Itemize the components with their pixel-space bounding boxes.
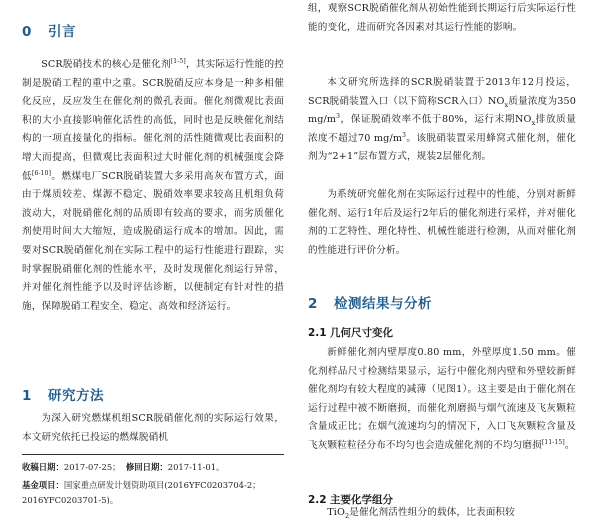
- text-run: SCR脱硝技术的核心是催化剂: [41, 59, 171, 70]
- text-run: TiO: [327, 507, 345, 518]
- revised-label: 修回日期：: [125, 462, 168, 472]
- text-run: 是催化剂活性组分的载体，比表面积较: [349, 507, 515, 518]
- methods-paragraph: 为深入研究燃煤机组SCR脱硝催化剂的实际运行效果，本文研究依托已投运的燃煤脱硝机: [22, 413, 284, 443]
- text-run: 排放质量浓度不超过70 mg/m: [308, 114, 576, 144]
- superscript: 3: [336, 113, 341, 120]
- section-number: 0: [22, 24, 32, 40]
- subscript: 2: [344, 511, 350, 520]
- section-1-heading: [22, 384, 104, 404]
- subsection-2-1-heading: [308, 325, 393, 340]
- section-0-heading: [22, 20, 76, 40]
- section-title: 引言: [48, 24, 76, 40]
- intro-paragraph: [22, 56, 284, 366]
- footnote-divider: [22, 454, 284, 455]
- subsection-number: 2.1: [308, 327, 327, 339]
- fund-label: 基金项目：: [22, 480, 64, 490]
- text-run: 本文研究所选择的SCR脱硝装置于2013年12月投运，SCR脱硝装置入口（以下简称SCR入口）NO: [308, 77, 576, 107]
- sampling-paragraph: 为系统研究催化剂在实际运行过程中的性能，分别对新鲜催化剂、运行1年后及运行2年后的催化剂进行采样，并对催化剂的工艺特性、理化特性、机械性能进行检测，从而对催化剂的性能进行评价分析。: [308, 189, 576, 256]
- footnote-fund: [22, 478, 284, 507]
- received-date: 2017-07-25；: [63, 462, 121, 472]
- text-run: 。该脱硝装置采用蜂窝式催化剂，催化剂为“2+1”层布置方式，规装2层催化剂。: [308, 132, 576, 163]
- section-number: 2: [308, 296, 318, 312]
- text-run: 。: [564, 439, 575, 451]
- subsection-title: 主要化学组分: [330, 494, 393, 506]
- text-run: 新鲜催化剂内壁厚度0.80 mm，外壁厚度1.50 mm。催化剂样品尺寸检测结果显示，运行中催化剂内壁和外壁较新鲜催化剂均有较大程度的减薄（见图1）。这主要是由于催化剂在运行过程中被不断磨损，而催化剂磨损与烟气流速及飞灰颗粒含量成正比；在烟气流速均匀的情况下，入口飞灰颗粒含量及飞灰颗粒粒径分布不均匀也会造成催化剂的不均匀磨损: [308, 347, 576, 451]
- subsection-number: 2.2: [308, 494, 327, 506]
- text-run: 。燃煤电厂SCR脱硝装置大多采用高灰布置方式，面由于煤质较差、煤源不稳定、脱硝效率要求较高且机组负荷波动大，对脱硝催化剂的品质即有较高的要求，而劣质催化剂使用时间大大缩短，造成脱硝运行成本的增加。因此，需要对SCR脱硝催化剂在实际工程中的运行性能进行跟踪，实时掌握脱硝催化剂的性能水平，及时发现催化剂运行异常，并对催化剂性能予以及时评估诊断，以便制定有针对性的措施，保障脱硝工程安全、稳定、高效和经济运行。: [22, 170, 284, 312]
- subscript: x: [504, 100, 509, 109]
- revised-date: 2017-11-01。: [167, 462, 225, 472]
- text-run: 质量浓度为350 mg/m: [308, 95, 576, 126]
- footnote-dates: [22, 460, 284, 475]
- subscript: x: [531, 119, 536, 128]
- geometry-paragraph: [308, 344, 576, 494]
- citation: [6-10]: [32, 169, 52, 177]
- subsection-title: 几何尺寸变化: [330, 327, 393, 339]
- text-run: ，其实际运行性能的控制是脱硝工程的重中之重。SCR脱硝反应本身是一种多相催化反应，反应发生在催化剂的微孔表面。催化剂微观比表面积的大小直接影响催化活性的高低，同时也是反映催化剂结构的一项直接量化的指标。催化剂的活性随微观比表面积的增大而提高，但微观比表面积过大时催化剂的机械强度会降低: [22, 59, 284, 182]
- section-2-heading: [308, 292, 432, 312]
- composition-paragraph: [308, 504, 576, 523]
- device-paragraph: [308, 74, 576, 186]
- received-label: 收稿日期：: [22, 462, 64, 472]
- superscript: 3: [402, 131, 407, 139]
- section-title: 研究方法: [48, 388, 104, 404]
- text-run: ，保证脱硝效率不低于80%，运行末期NO: [340, 114, 532, 126]
- citation: [11-15]: [541, 438, 565, 446]
- section-title: 检测结果与分析: [334, 296, 432, 312]
- fund-text: 国家重点研发计划资助项目(2016YFC0203704-2；2016YFC0203701-5)。: [22, 480, 261, 505]
- section-number: 1: [22, 388, 32, 404]
- continued-paragraph: 组，观察SCR脱硝催化剂从初始性能到长期运行后实际运行性能的变化，进而研究各因素对其运行性能的影响。: [308, 3, 576, 33]
- citation: [1-5]: [170, 57, 186, 65]
